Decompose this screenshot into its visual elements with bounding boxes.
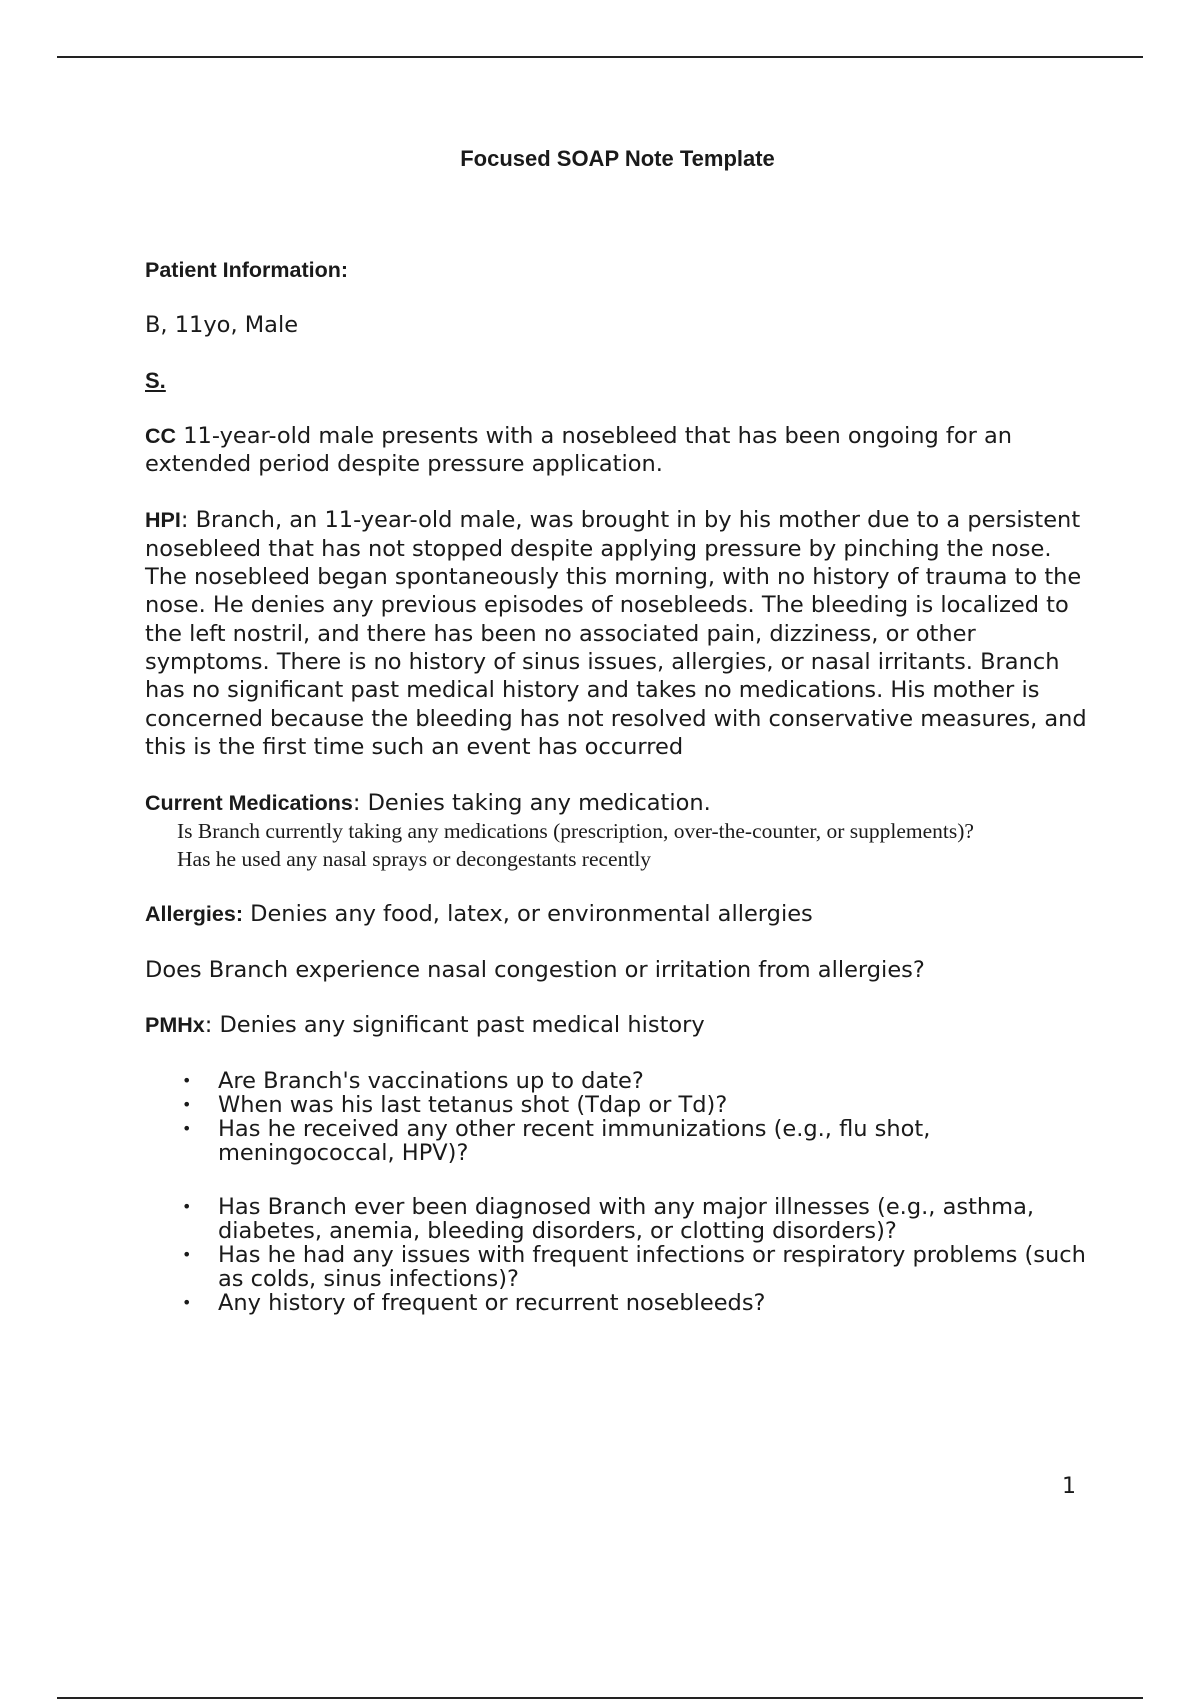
allergies: [145, 900, 1090, 928]
patient-info-value: B, 11yo, Male: [145, 312, 299, 339]
meds-question-2: Has he used any nasal sprays or decongestants recently: [177, 847, 652, 872]
list-item: • Any history of frequent or recurrent nosebleeds?: [182, 1290, 766, 1317]
list-item: • Has he had any issues with frequent infections or respiratory problems (such as colds, sinus infections)?: [182, 1242, 1086, 1293]
bullet-icon: •: [182, 1293, 192, 1313]
meds-label: Current Medications: [145, 791, 353, 816]
subjective-heading: S.: [145, 367, 166, 393]
page-number: 1: [1062, 1474, 1076, 1499]
cc-label: CC: [145, 423, 177, 448]
list-item: • When was his last tetanus shot (Tdap or Td)?: [182, 1092, 728, 1119]
pmhx-question-list-2: [145, 1195, 1090, 1315]
pmhx-text: : Denies any significant past medical history: [204, 1012, 705, 1039]
document-title: Focused SOAP Note Template: [460, 146, 775, 171]
pmhx: [145, 1011, 1090, 1039]
meds-question-1: Is Branch currently taking any medications (prescription, over-the-counter, or supplements)?: [177, 819, 974, 844]
bullet-icon: •: [182, 1119, 192, 1139]
pmhx-question-list-1: [145, 1069, 1090, 1165]
hpi-paragraph: [145, 506, 1090, 761]
bullet-icon: •: [182, 1095, 192, 1115]
pmhx-label: PMHx: [145, 1013, 205, 1038]
hpi-label: HPI: [145, 508, 181, 533]
bullet-icon: •: [182, 1071, 192, 1091]
allergies-text: Denies any food, latex, or environmental allergies: [242, 901, 813, 928]
list-item: • Are Branch's vaccinations up to date?: [182, 1068, 644, 1095]
allergies-question: Does Branch experience nasal congestion or irritation from allergies?: [145, 956, 925, 983]
document-body: [145, 256, 1090, 1315]
hpi-text: : Branch, an 11-year-old male, was brought in by his mother due to a persistent nosebleed that has not stopped despite applying pressure by pinching the nose. The nosebleed began spontaneously this morning, with no history of trauma to the nose. He denies any previous episodes of nosebleeds. The bleeding is localized to the left nostril, and there has been no associated pain, dizziness, or other symptoms. There is no history of sinus issues, allergies, or nasal irritants. Branch has no significant past medical history and takes no medications. His mother is concerned because the bleeding has not resolved with conservative measures, and this is the first time such an event has occurred: [145, 507, 1087, 760]
meds-text: : Denies taking any medication.: [352, 790, 711, 817]
header-rule: [57, 56, 1143, 58]
chief-complaint: [145, 422, 1090, 479]
allergies-label: Allergies:: [145, 902, 243, 927]
current-medications: [145, 789, 1090, 817]
bullet-icon: •: [182, 1197, 192, 1217]
list-item: • Has he received any other recent immunizations (e.g., flu shot, meningococcal, HPV)?: [182, 1116, 931, 1167]
footer-rule: [57, 1697, 1143, 1699]
bullet-icon: •: [182, 1245, 192, 1265]
list-item: • Has Branch ever been diagnosed with any major illnesses (e.g., asthma, diabetes, anemia, bleeding disorders, or clotting disorders)?: [182, 1194, 1035, 1245]
patient-info-label: Patient Information:: [145, 258, 349, 282]
cc-text: 11-year-old male presents with a nosebleed that has been ongoing for an extended period despite pressure application.: [145, 422, 1013, 478]
